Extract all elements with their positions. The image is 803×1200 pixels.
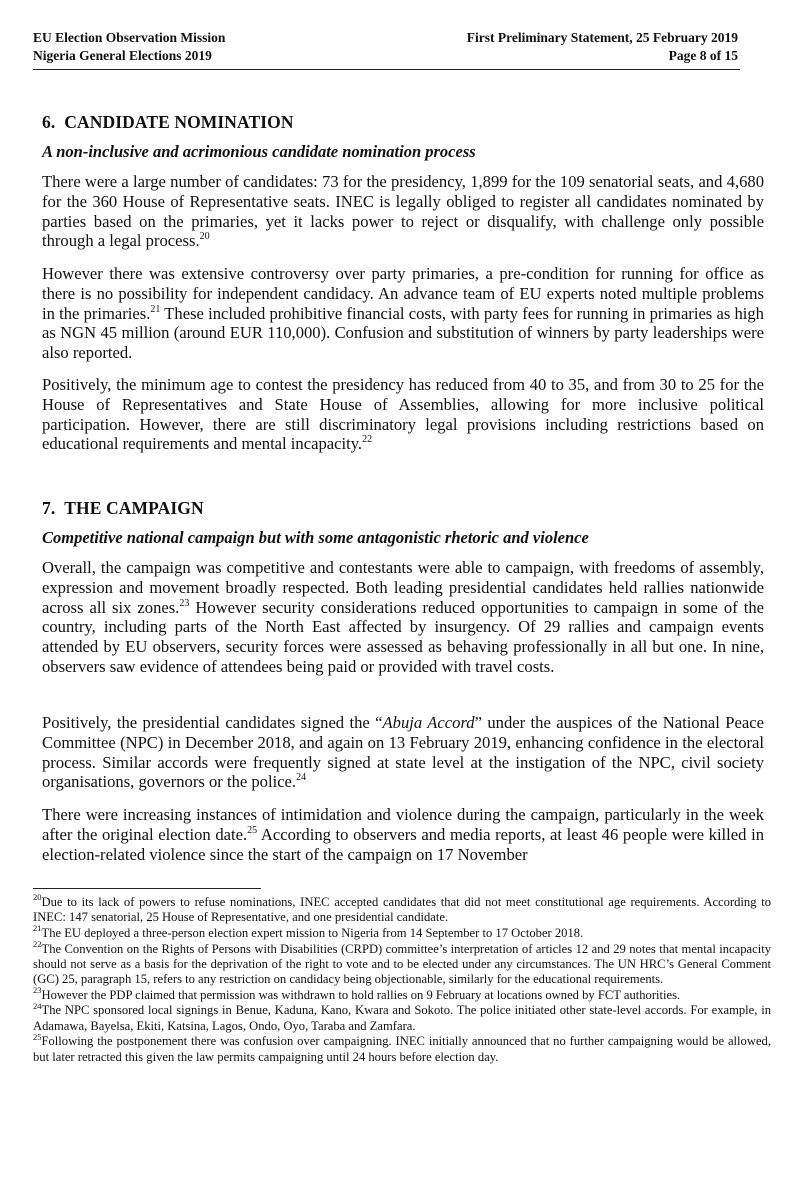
election-name: Nigeria General Elections 2019	[33, 48, 212, 63]
paragraph-text: There were a large number of candidates: 73 for the presidency, 1,899 for the 109 senatorial seats, and 4,680 for the 360 House of Representative seats. INEC is legally obliged to register all candidates nominated by parties based on the primaries, yet it lacks power to reject or disqualify, with challenge only possible through a legal process.	[42, 172, 764, 251]
paragraph-text: Positively, the presidential candidates signed the “	[42, 713, 383, 732]
paragraph-text: Positively, the minimum age to contest the presidency has reduced from 40 to 35, and from 30 to 25 for the House of Representatives and State House of Assemblies, allowing for more inclusive political participation. However, there are still discriminatory legal provisions including restrictions based on educational requirements and mental incapacity.	[42, 375, 764, 454]
statement-title: First Preliminary Statement, 25 February 2019	[466, 30, 738, 45]
footnote-number: 21	[33, 923, 42, 934]
footnote-ref: 25	[247, 824, 258, 836]
paragraph-text: However there was extensive controversy over party primaries, a pre-condition for running for office as there is no possibility for independent candidacy. An advance team of EU experts noted multiple problems in the primaries.	[42, 264, 764, 323]
footnote-21	[33, 923, 771, 941]
section-6-paragraph-1	[42, 172, 764, 251]
page-number: Page 8 of 15	[668, 48, 738, 63]
section-heading: 7. THE CAMPAIGN	[42, 498, 204, 518]
footnote-22	[33, 938, 771, 988]
section-7-paragraph-2	[42, 713, 764, 792]
section-7-subheading-block	[42, 527, 764, 549]
footnote-25	[33, 1031, 771, 1064]
footnote-number: 25	[33, 1031, 42, 1042]
page-header-right	[467, 29, 738, 65]
footnote-number: 24	[33, 1000, 42, 1011]
section-6-heading-block	[42, 111, 764, 133]
paragraph-text-cont: According to observers and media reports, at least 46 people were killed in election-related violence since the start of the campaign on 17 November	[42, 824, 764, 864]
footnote-23	[33, 985, 771, 1003]
section-heading: 6. CANDIDATE NOMINATION	[42, 112, 294, 132]
section-7-paragraph-1	[42, 558, 764, 677]
accord-name: Abuja Accord	[382, 713, 475, 732]
footnote-24	[33, 1000, 771, 1033]
footnote-ref: 21	[150, 303, 161, 315]
footnote-number: 22	[33, 938, 42, 949]
footnote-separator	[33, 888, 261, 889]
footnotes	[33, 892, 771, 1065]
footnote-ref: 22	[362, 434, 373, 446]
paragraph-text: Overall, the campaign was competitive and contestants were able to campaign, with freedoms of assembly, expression and movement broadly respected. Both leading presidential candidates held rallies nationwide across all six zones.	[42, 558, 764, 617]
footnote-text: However the PDP claimed that permission was withdrawn to hold rallies on 9 February at locations owned by FCT authorities.	[41, 987, 681, 1002]
section-subheading: A non-inclusive and acrimonious candidate nomination process	[42, 142, 476, 161]
footnote-ref: 24	[296, 772, 307, 784]
footnote-20	[33, 892, 771, 925]
section-6-paragraph-3	[42, 375, 764, 454]
paragraph-text: There were increasing instances of intimidation and violence during the campaign, particularly in the week after the original election date.	[42, 805, 764, 844]
paragraph-text-cont: However security considerations reduced opportunities to campaign in some of the country, including parts of the North East affected by insurgency. Of 29 rallies and campaign events attended by EU observers, security forces were assessed as behaving professionally in all but one. In nine, observers saw evidence of attendees being paid or provided with travel costs.	[42, 597, 765, 676]
section-6-paragraph-2	[42, 264, 764, 363]
footnote-number: 20	[33, 892, 42, 903]
mission-name: EU Election Observation Mission	[33, 30, 226, 45]
section-subheading: Competitive national campaign but with some antagonistic rhetoric and violence	[42, 528, 589, 547]
footnote-ref: 20	[199, 231, 210, 243]
section-7-paragraph-3	[42, 805, 764, 864]
footnote-ref: 23	[179, 597, 190, 609]
footnote-text: The NPC sponsored local signings in Benue, Kaduna, Kano, Kwara and Sokoto. The police initiated other state-level accords. For example, in Adamawa, Bayelsa, Ekiti, Katsina, Lagos, Ondo, Oyo, Taraba and Zamfara.	[33, 1003, 771, 1033]
footnote-text: Due to its lack of powers to refuse nominations, INEC accepted candidates that did not meet constitutional age requirements. According to INEC: 147 senatorial, 25 House of Representative, and one presidential candidate.	[33, 895, 771, 925]
header-divider	[33, 69, 740, 70]
page-header-left	[33, 29, 225, 65]
section-7-heading-block	[42, 497, 764, 519]
footnote-number: 23	[33, 985, 42, 996]
footnote-text: Following the postponement there was confusion over campaigning. INEC initially announced that no further campaigning would be allowed, but later retracted this given the law permits campaigning until 24 hours before election day.	[33, 1034, 771, 1064]
footnote-text: The EU deployed a three-person election expert mission to Nigeria from 14 September to 17 October 2018.	[41, 925, 584, 940]
footnote-text: The Convention on the Rights of Persons with Disabilities (CRPD) committee’s interpretation of articles 12 and 29 notes that mental incapacity should not serve as a basis for the deprivation of the right to vote and to be elected under any circumstances. The UN HRC’s General Comment (GC) 25, paragraph 15, refers to any restriction on candidacy being objectionable, similarly for the educational requirements.	[33, 941, 771, 987]
paragraph-text-cont: These included prohibitive financial costs, with party fees for running in primaries as high as NGN 45 million (around EUR 110,000). Confusion and substitution of winners by party leaderships were also reported.	[42, 303, 764, 363]
section-6-subheading-block	[42, 141, 764, 163]
paragraph-text-cont: ” under the auspices of the National Peace Committee (NPC) in December 2018, and again on 13 February 2019, enhancing confidence in the electoral process. Similar accords were frequently signed at state level at the instigation of the NPC, civil society organisations, governors or the police.	[42, 713, 764, 792]
